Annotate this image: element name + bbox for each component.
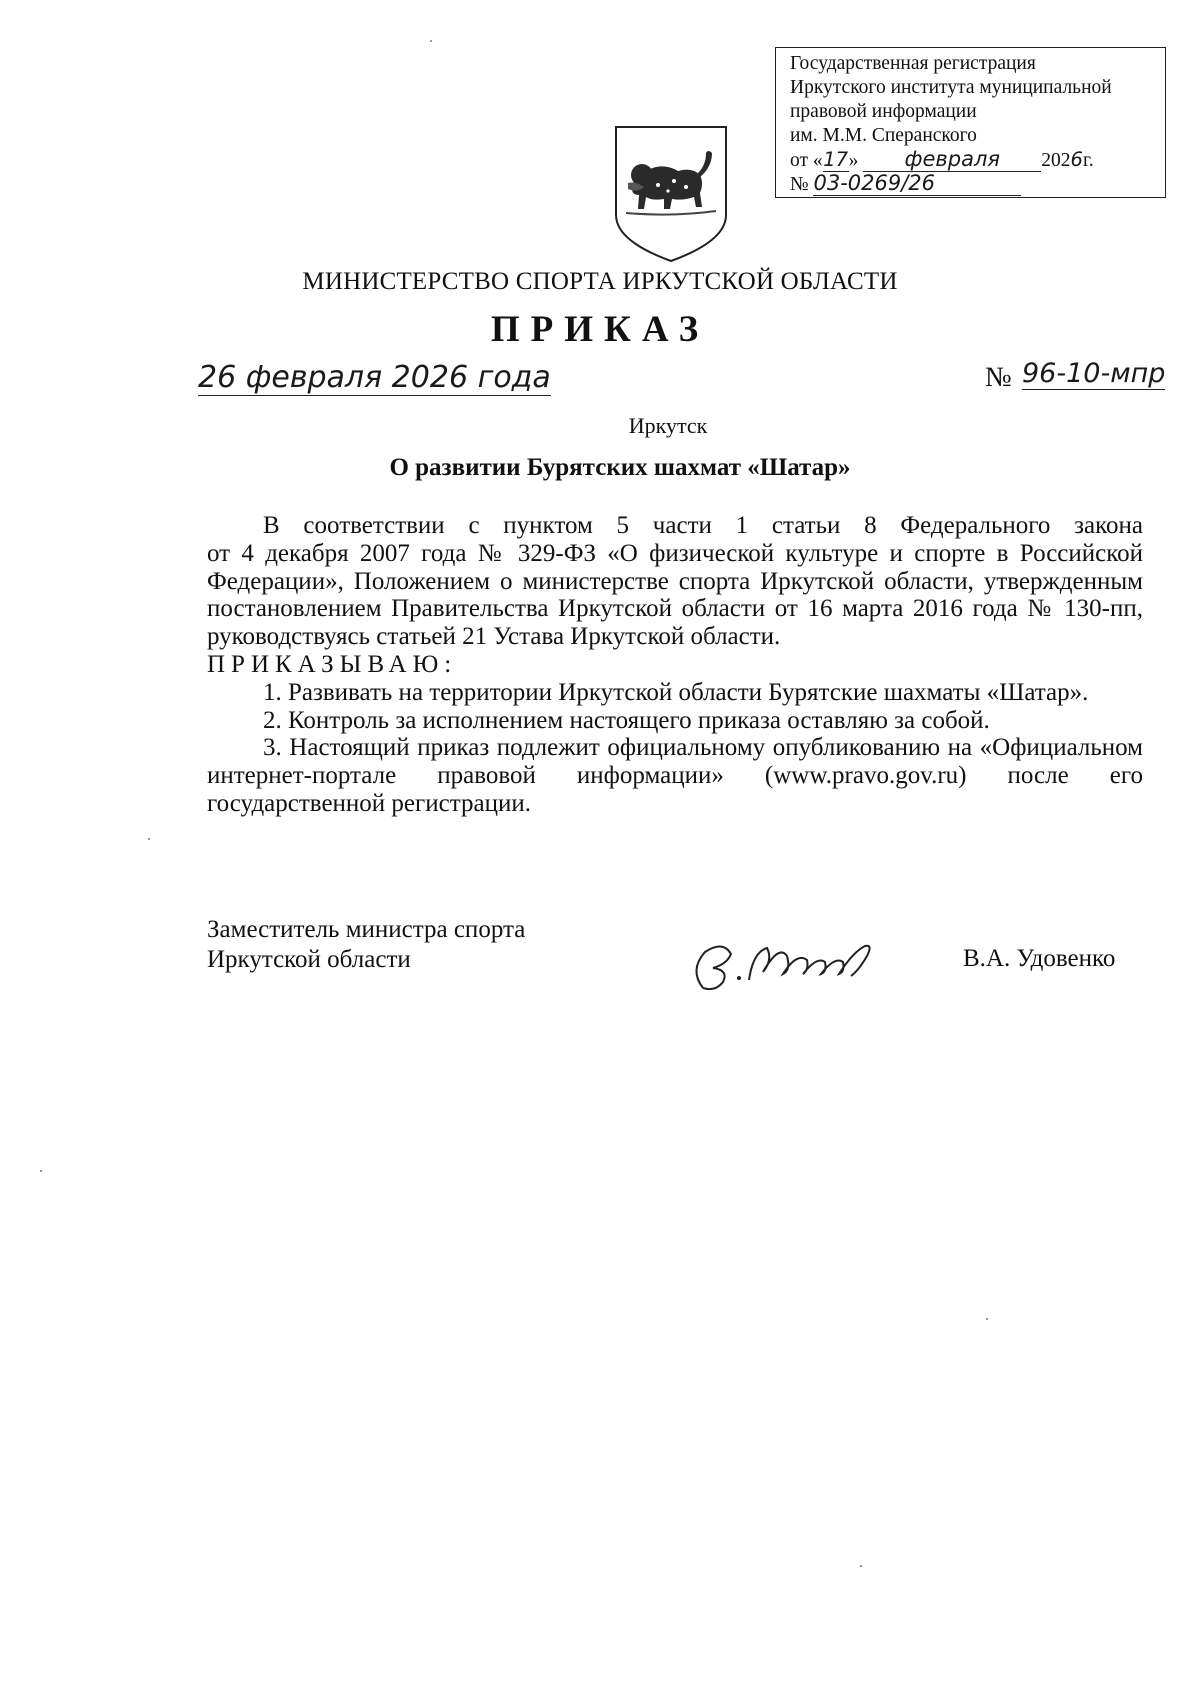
scan-speck [986,1318,988,1320]
coat-of-arms-icon [612,123,730,265]
scan-speck [40,1170,42,1172]
order-item-2: 2. Контроль за исполнением настоящего приказа оставляю за собой. [263,706,990,734]
registration-stamp [775,47,1166,198]
stamp-date-year-prefix: 202 [1041,150,1071,171]
scan-speck [430,40,432,42]
signer-position-line-2: Иркутской области [207,946,411,973]
preamble-first-line: В соответствии с пунктом 5 части 1 статьи 8 Федерального закона [263,512,1143,539]
signer-name: В.А. Удовенко [963,945,1116,972]
city: Иркутск [628,413,708,438]
preamble-text: от 4 декабря 2007 года № 329-ФЗ «О физической культуре и спорте в Российской Федерации», Положением о министерстве спорта Иркутской области, утвержденным постановлением Правительства Иркутской области от 16 марта 2016 года № 130-пп, руководствуясь статьей 21 Устава Иркутской области. [207,539,1143,651]
stamp-date-year-suffix: г. [1082,150,1094,171]
stamp-number-value: 03-0269/26 [813,172,1021,196]
stamp-line-1: Государственная регистрация [790,53,1036,74]
order-item-3: 3. Настоящий приказ подлежит официальному опубликованию на «Официальном интернет-портале правовой информации» (www.pravo.gov.ru) после его государственной регистрации. [207,734,1143,817]
stamp-number-prefix: № [790,174,809,195]
order-item-1: 1. Развивать на территории Иркутской области Бурятские шахматы «Шатар». [263,678,1089,706]
order-date: 26 февраля 2026 года [198,360,551,395]
signer-position-line-1: Заместитель министра спорта [207,916,526,943]
order-word: ПРИКАЗЫВАЮ: [207,650,458,678]
stamp-line-2: Иркутского института муниципальной [790,77,1112,98]
stamp-line-4: им. М.М. Сперанского [790,125,977,146]
ministry-title: МИНИСТЕРСТВО СПОРТА ИРКУТСКОЙ ОБЛАСТИ [302,268,898,295]
stamp-line-3: правовой информации [790,101,977,122]
document-type-heading: ПРИКАЗ [490,309,710,350]
order-number: 96-10-мпр [1022,358,1166,389]
stamp-date-mid: » [848,150,859,171]
handwritten-signature-icon [683,930,893,1002]
signer-position [207,915,525,975]
stamp-date-prefix: от « [790,150,823,171]
stamp-number-line [790,172,1021,196]
stamp-date-year-digit: 6 [1070,148,1083,171]
scan-speck [148,838,150,840]
scan-speck [860,1565,862,1567]
stamp-date-month: февраля [863,148,1041,172]
order-title: О развитии Бурятских шахмат «Шатар» [389,454,851,481]
stamp-date-day: 17 [823,148,849,171]
order-body [207,512,1143,818]
order-number-label: № [985,362,1012,393]
stamp-date-line [790,148,1094,172]
